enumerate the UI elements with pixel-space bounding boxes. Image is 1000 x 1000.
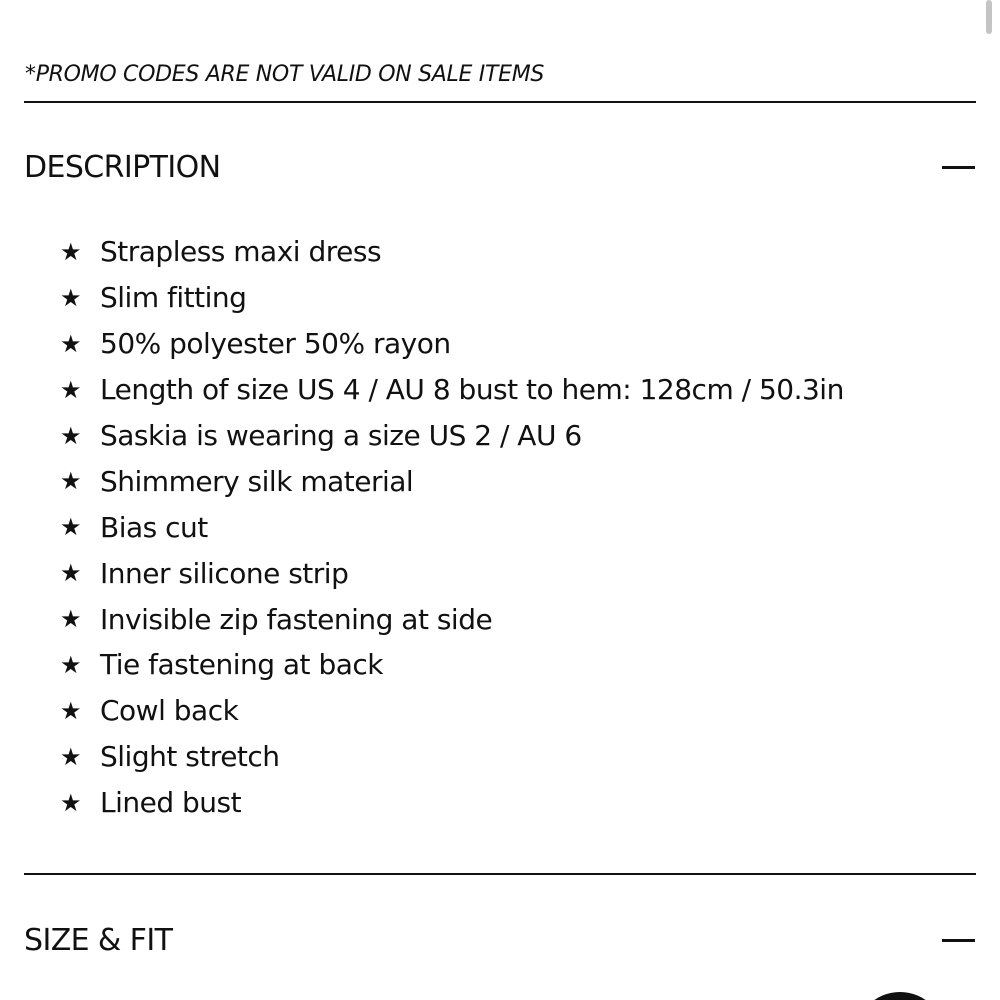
list-item-text: Slim fitting [100,281,247,315]
list-item [60,550,844,596]
star-icon: ★ [60,788,82,817]
star-icon: ★ [60,237,82,266]
description-title: DESCRIPTION [24,149,221,185]
list-item [60,321,844,367]
divider [24,873,976,875]
minus-icon[interactable] [942,939,975,942]
list-item [60,596,844,642]
star-icon: ★ [60,650,82,679]
list-item [60,458,844,504]
list-item [60,229,844,275]
star-icon: ★ [60,375,82,404]
star-icon: ★ [60,742,82,771]
size-fit-accordion-header[interactable] [24,918,976,962]
list-item [60,734,844,780]
star-icon: ★ [60,329,82,358]
list-item-text: Cowl back [100,694,239,728]
size-fit-title: SIZE & FIT [24,922,173,958]
list-item [60,688,844,734]
list-item-text: Length of size US 4 / AU 8 bust to hem: 128cm / 50.3in [100,373,844,407]
star-icon: ★ [60,283,82,312]
divider [24,101,976,103]
list-item [60,504,844,550]
description-list [60,229,844,826]
list-item-text: Invisible zip fastening at side [100,602,493,636]
star-icon: ★ [60,513,82,542]
star-icon: ★ [60,559,82,588]
list-item [60,367,844,413]
scrollbar[interactable] [986,0,992,34]
star-icon: ★ [60,421,82,450]
list-item-text: Bias cut [100,510,208,544]
list-item-text: Tie fastening at back [100,648,383,682]
star-icon: ★ [60,605,82,634]
list-item [60,275,844,321]
list-item-text: Lined bust [100,786,242,820]
list-item-text: Shimmery silk material [100,464,414,498]
list-item [60,642,844,688]
list-item [60,780,844,826]
star-icon: ★ [60,696,82,725]
list-item [60,413,844,459]
chat-button[interactable] [855,992,945,1000]
list-item-text: Strapless maxi dress [100,235,382,269]
list-item-text: Slight stretch [100,740,280,774]
list-item-text: Inner silicone strip [100,556,349,590]
list-item-text: Saskia is wearing a size US 2 / AU 6 [100,419,582,452]
minus-icon[interactable] [942,166,975,169]
list-item-text: 50% polyester 50% rayon [100,327,451,361]
promo-notice: *PROMO CODES ARE NOT VALID ON SALE ITEMS [25,62,545,87]
description-accordion-header[interactable] [24,145,976,189]
star-icon: ★ [60,467,82,496]
